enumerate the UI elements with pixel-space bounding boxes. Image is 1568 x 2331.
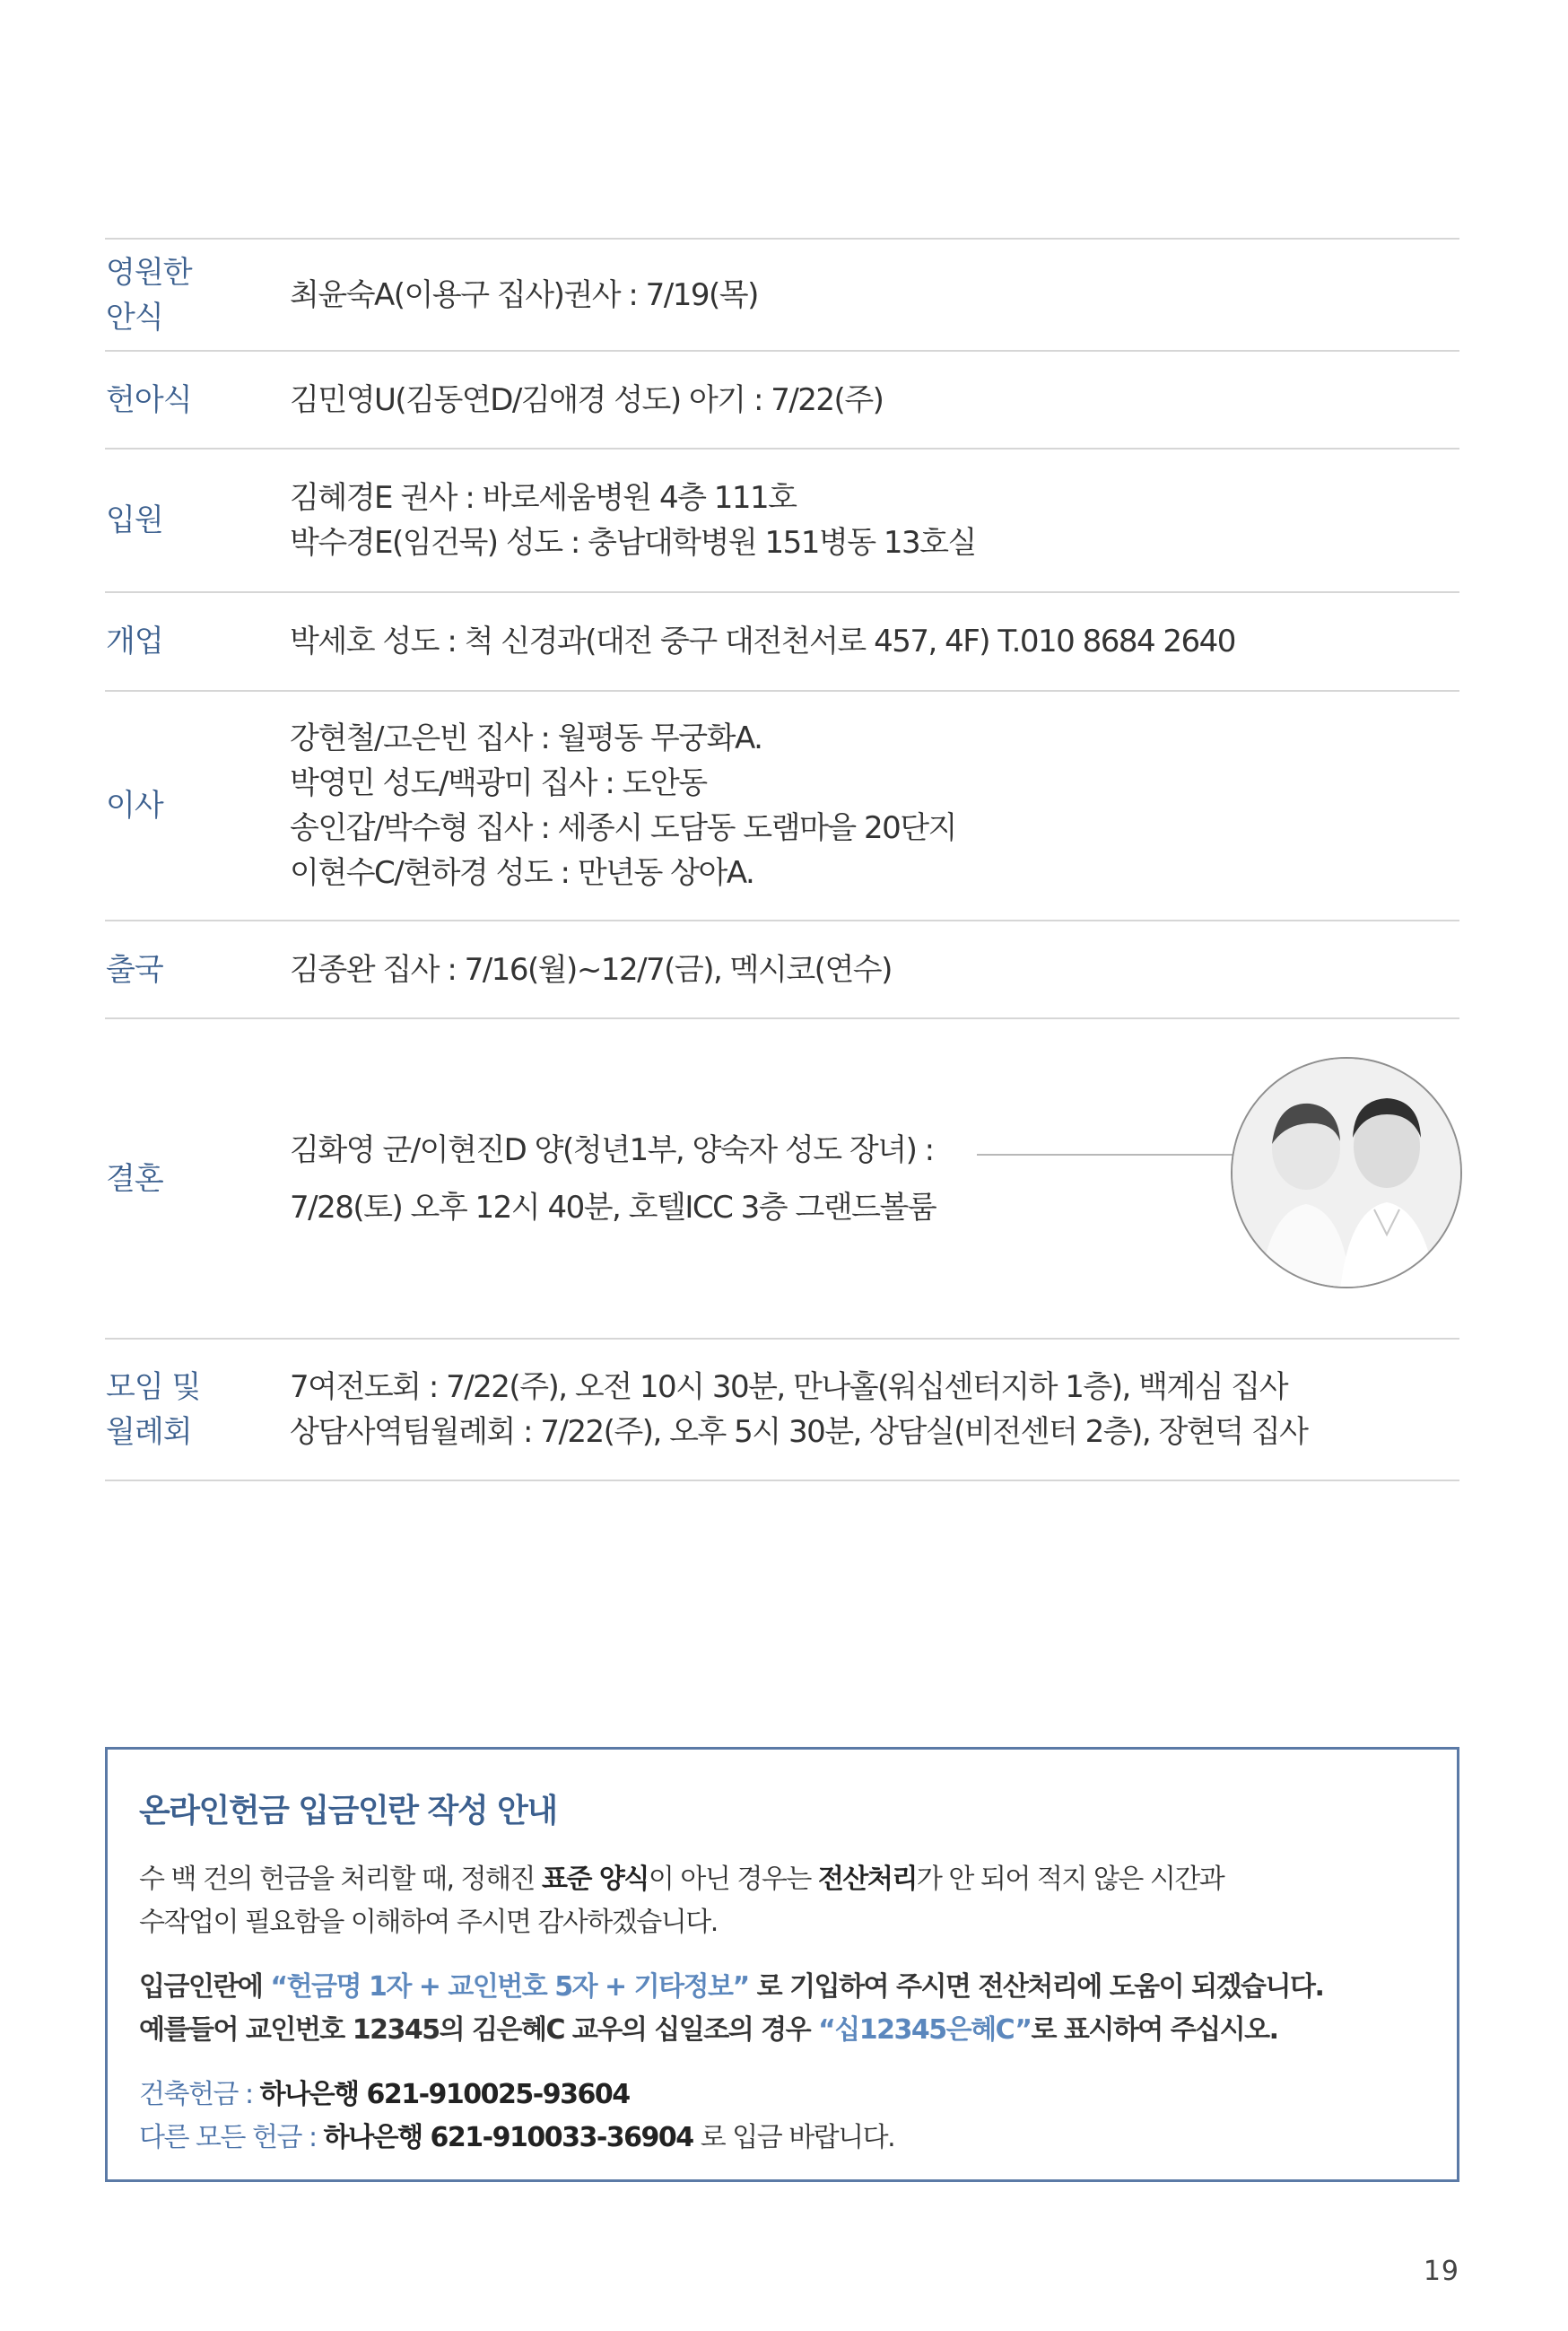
notice-text: 로 표시하여 주십시오. [1031, 2014, 1278, 2046]
content-line: 이현수C/현하경 성도 : 만년동 상아A. [290, 855, 754, 891]
row-content [290, 273, 1459, 318]
content-line: 7/28(토) 오후 12시 40분, 호텔ICC 3층 그랜드볼룸 [290, 1189, 936, 1226]
notice-emphasis: 표준 양식 [542, 1864, 649, 1895]
notice-text: 가 안 되어 적지 않은 시간과 [916, 1864, 1224, 1895]
notice-text: 수작업이 필요함을 이해하여 주시면 감사하겠습니다. [139, 1907, 718, 1938]
notice-text: 예를들어 교인번호 12345의 김은혜C 교우의 십일조의 경우 [139, 2014, 819, 2046]
category-label: 출국 [106, 951, 163, 988]
content-line: 박수경E(임건묵) 성도 : 충남대학병원 151병동 13호실 [290, 525, 976, 561]
row-content [290, 947, 1459, 992]
notice-emphasis: 전산처리 [817, 1864, 917, 1895]
format-example: “헌금명 1자 + 교인번호 5자 + 기타정보” [270, 1971, 749, 2003]
row-content [290, 1365, 1459, 1454]
row-wedding [105, 1017, 1459, 1338]
notice-paragraph [139, 1966, 1425, 2052]
row-departure [105, 920, 1459, 1017]
account-label: 다른 모든 헌금 : [139, 2122, 324, 2153]
row-content [290, 378, 1459, 423]
account-number: 하나은행 621-910025-93604 [259, 2079, 630, 2110]
row-dedication [105, 350, 1459, 448]
row-hospital [105, 448, 1459, 591]
content-line: 박영민 성도/백광미 집사 : 도안동 [290, 765, 707, 801]
account-number: 하나은행 621-910033-36904 [323, 2122, 693, 2153]
category-label: 헌아식 [106, 381, 192, 418]
category-label: 모임 및 월례회 [106, 1369, 201, 1450]
content-line: 김종완 집사 : 7/16(월)~12/7(금), 멕시코(연수) [290, 951, 892, 988]
content-line: 박세호 성도 : 척 신경과(대전 중구 대전천서로 457, 4F) T.010 8684 2640 [290, 624, 1235, 659]
category-label: 영원한 안식 [106, 254, 192, 336]
content-line: 상담사역팀월례회 : 7/22(주), 오후 5시 30분, 상담실(비전센터 2층), 장현덕 집사 [290, 1414, 1308, 1450]
page-number: 19 [1423, 2256, 1459, 2287]
notice-text: 로 기입하여 주시면 전산처리에 도움이 되겠습니다. [748, 1971, 1324, 2003]
content-line: 송인갑/박수형 집사 : 세종시 도담동 도램마을 20단지 [290, 810, 956, 846]
notice-text: 로 입금 바랍니다. [693, 2122, 895, 2153]
format-example: “십12345은혜C” [818, 2014, 1032, 2046]
category-label: 개업 [106, 624, 163, 659]
account-label: 건축헌금 : [139, 2079, 260, 2110]
content-line: 최윤숙A(이용구 집사)권사 : 7/19(목) [290, 276, 758, 313]
leader-line [977, 1154, 1241, 1156]
content-line: 7여전도회 : 7/22(주), 오전 10시 30분, 만나홀(워십센터지하 1층), 백계심 집사 [290, 1369, 1288, 1405]
content-line: 김혜경E 권사 : 바로세움병원 4층 111호 [290, 480, 797, 516]
online-offering-notice [105, 1747, 1459, 2182]
couple-photo-image [1233, 1059, 1462, 1288]
notice-title: 온라인헌금 입금인란 작성 안내 [139, 1793, 557, 1829]
category-label: 이사 [106, 788, 163, 824]
row-funeral [105, 238, 1459, 350]
row-meetings [105, 1338, 1459, 1481]
category-label: 입원 [106, 502, 163, 538]
row-moving [105, 690, 1459, 920]
content-line: 김화영 군/이현진D 양(청년1부, 양숙자 성도 장녀) : [290, 1131, 934, 1168]
notice-text: 이 아닌 경우는 [648, 1864, 818, 1895]
category-label: 결혼 [106, 1160, 163, 1197]
row-opening [105, 591, 1459, 690]
notice-paragraph [139, 1858, 1425, 1944]
notice-text: 입금인란에 [139, 1971, 271, 2003]
content-line: 김민영U(김동연D/김애경 성도) 아기 : 7/22(주) [290, 381, 884, 418]
notice-paragraph [139, 2073, 1425, 2160]
content-line: 강현철/고은빈 집사 : 월평동 무궁화A. [290, 720, 762, 756]
row-content [290, 716, 1459, 895]
couple-photo [1231, 1057, 1462, 1288]
notice-text: 수 백 건의 헌금을 처리할 때, 정해진 [139, 1864, 543, 1895]
row-content [290, 476, 1459, 565]
announcement-table [105, 238, 1459, 1481]
row-content [290, 619, 1459, 664]
